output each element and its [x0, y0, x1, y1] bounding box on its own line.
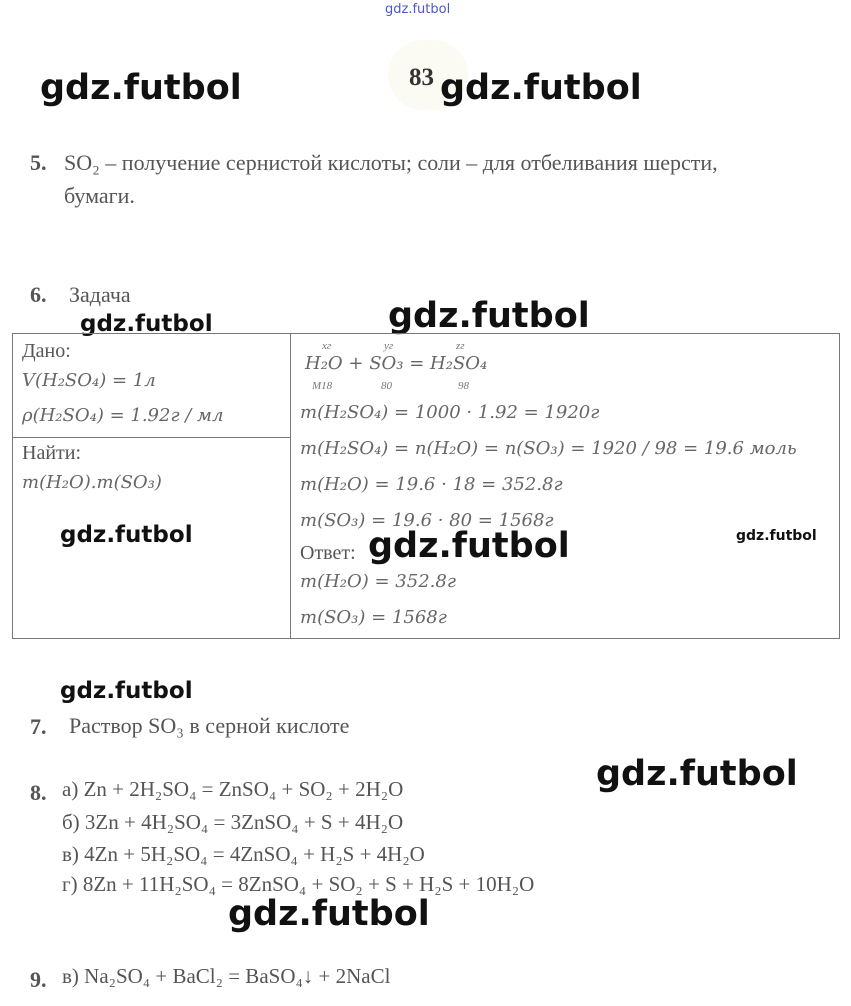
question-5-line-2: бумаги. — [64, 183, 135, 208]
calc-moles: m(H₂SO₄) = n(H₂O) = n(SO₃) = 1920 / 98 = 19.6 моль — [300, 438, 797, 459]
find-quantities: m(H₂O).m(SO₃) — [22, 472, 162, 493]
reaction-c: в) 4Zn + 5H₂SO₄ = 4ZnSO₄ + H₂S + 4H₂O — [62, 842, 425, 866]
reaction-below-label: M18 — [312, 380, 333, 392]
reaction-below-label: 80 — [381, 380, 392, 392]
watermark: gdz.futbol — [736, 528, 817, 544]
watermark-top: gdz.futbol — [385, 2, 451, 17]
given-density: ρ(H₂SO₄) = 1.92г / мл — [22, 405, 224, 426]
question-6-title: Задача — [69, 282, 131, 307]
question-9-number: 9. — [30, 967, 47, 992]
reaction-above-label: yг — [384, 340, 394, 352]
reaction-b: б) 3Zn + 4H₂SO₄ = 3ZnSO₄ + S + 4H₂O — [62, 810, 404, 834]
watermark: gdz.futbol — [388, 296, 590, 336]
question-7-text: Раствор SO₃ в серной кислоте — [69, 713, 350, 738]
watermark: gdz.futbol — [228, 894, 430, 934]
question-5-line-1: SO₂ – получение сернистой кислоты; соли – для отбеливания шерсти, — [64, 150, 718, 175]
answer-label: Ответ: — [300, 542, 356, 564]
question-7-number: 7. — [30, 714, 47, 739]
watermark: gdz.futbol — [368, 526, 570, 566]
answer-so3: m(SO₃) = 1568г — [300, 607, 447, 628]
calc-mass-water: m(H₂O) = 19.6 · 18 = 352.8г — [300, 474, 563, 495]
given-label: Дано: — [22, 340, 71, 362]
table-divider-vertical — [290, 333, 291, 638]
reaction-d: г) 8Zn + 11H₂SO₄ = 8ZnSO₄ + SO₂ + S + H₂S + 10H₂O — [62, 872, 535, 896]
question-6-number: 6. — [30, 282, 47, 307]
calc-mass-acid: m(H₂SO₄) = 1000 · 1.92 = 1920г — [300, 402, 600, 423]
table-divider-horizontal — [12, 437, 291, 438]
question-5-number: 5. — [30, 150, 47, 175]
answer-water: m(H₂O) = 352.8г — [300, 571, 456, 592]
reaction-equation: H₂O + SO₃ = H₂SO₄ — [305, 353, 488, 374]
question-8-number: 8. — [30, 780, 47, 805]
reaction-9: в) Na₂SO₄ + BaCl₂ = BaSO₄↓ + 2NaCl — [62, 964, 391, 988]
page-number: 83 — [409, 64, 434, 91]
watermark: gdz.futbol — [40, 68, 242, 108]
watermark: gdz.futbol — [80, 311, 213, 337]
calc-mass-so3: m(SO₃) = 19.6 · 80 = 1568г — [300, 510, 554, 531]
question-5-text — [64, 146, 718, 212]
watermark: gdz.futbol — [60, 522, 193, 548]
reaction-above-label: zг — [456, 340, 465, 352]
given-volume: V(H₂SO₄) = 1л — [22, 370, 156, 391]
watermark: gdz.futbol — [60, 678, 193, 704]
find-label: Найти: — [22, 442, 82, 464]
reaction-below-label: 98 — [458, 380, 469, 392]
reaction-a: а) Zn + 2H₂SO₄ = ZnSO₄ + SO₂ + 2H₂O — [62, 777, 404, 801]
watermark: gdz.futbol — [440, 68, 642, 108]
watermark: gdz.futbol — [596, 754, 798, 794]
reaction-above-label: xг — [322, 340, 332, 352]
